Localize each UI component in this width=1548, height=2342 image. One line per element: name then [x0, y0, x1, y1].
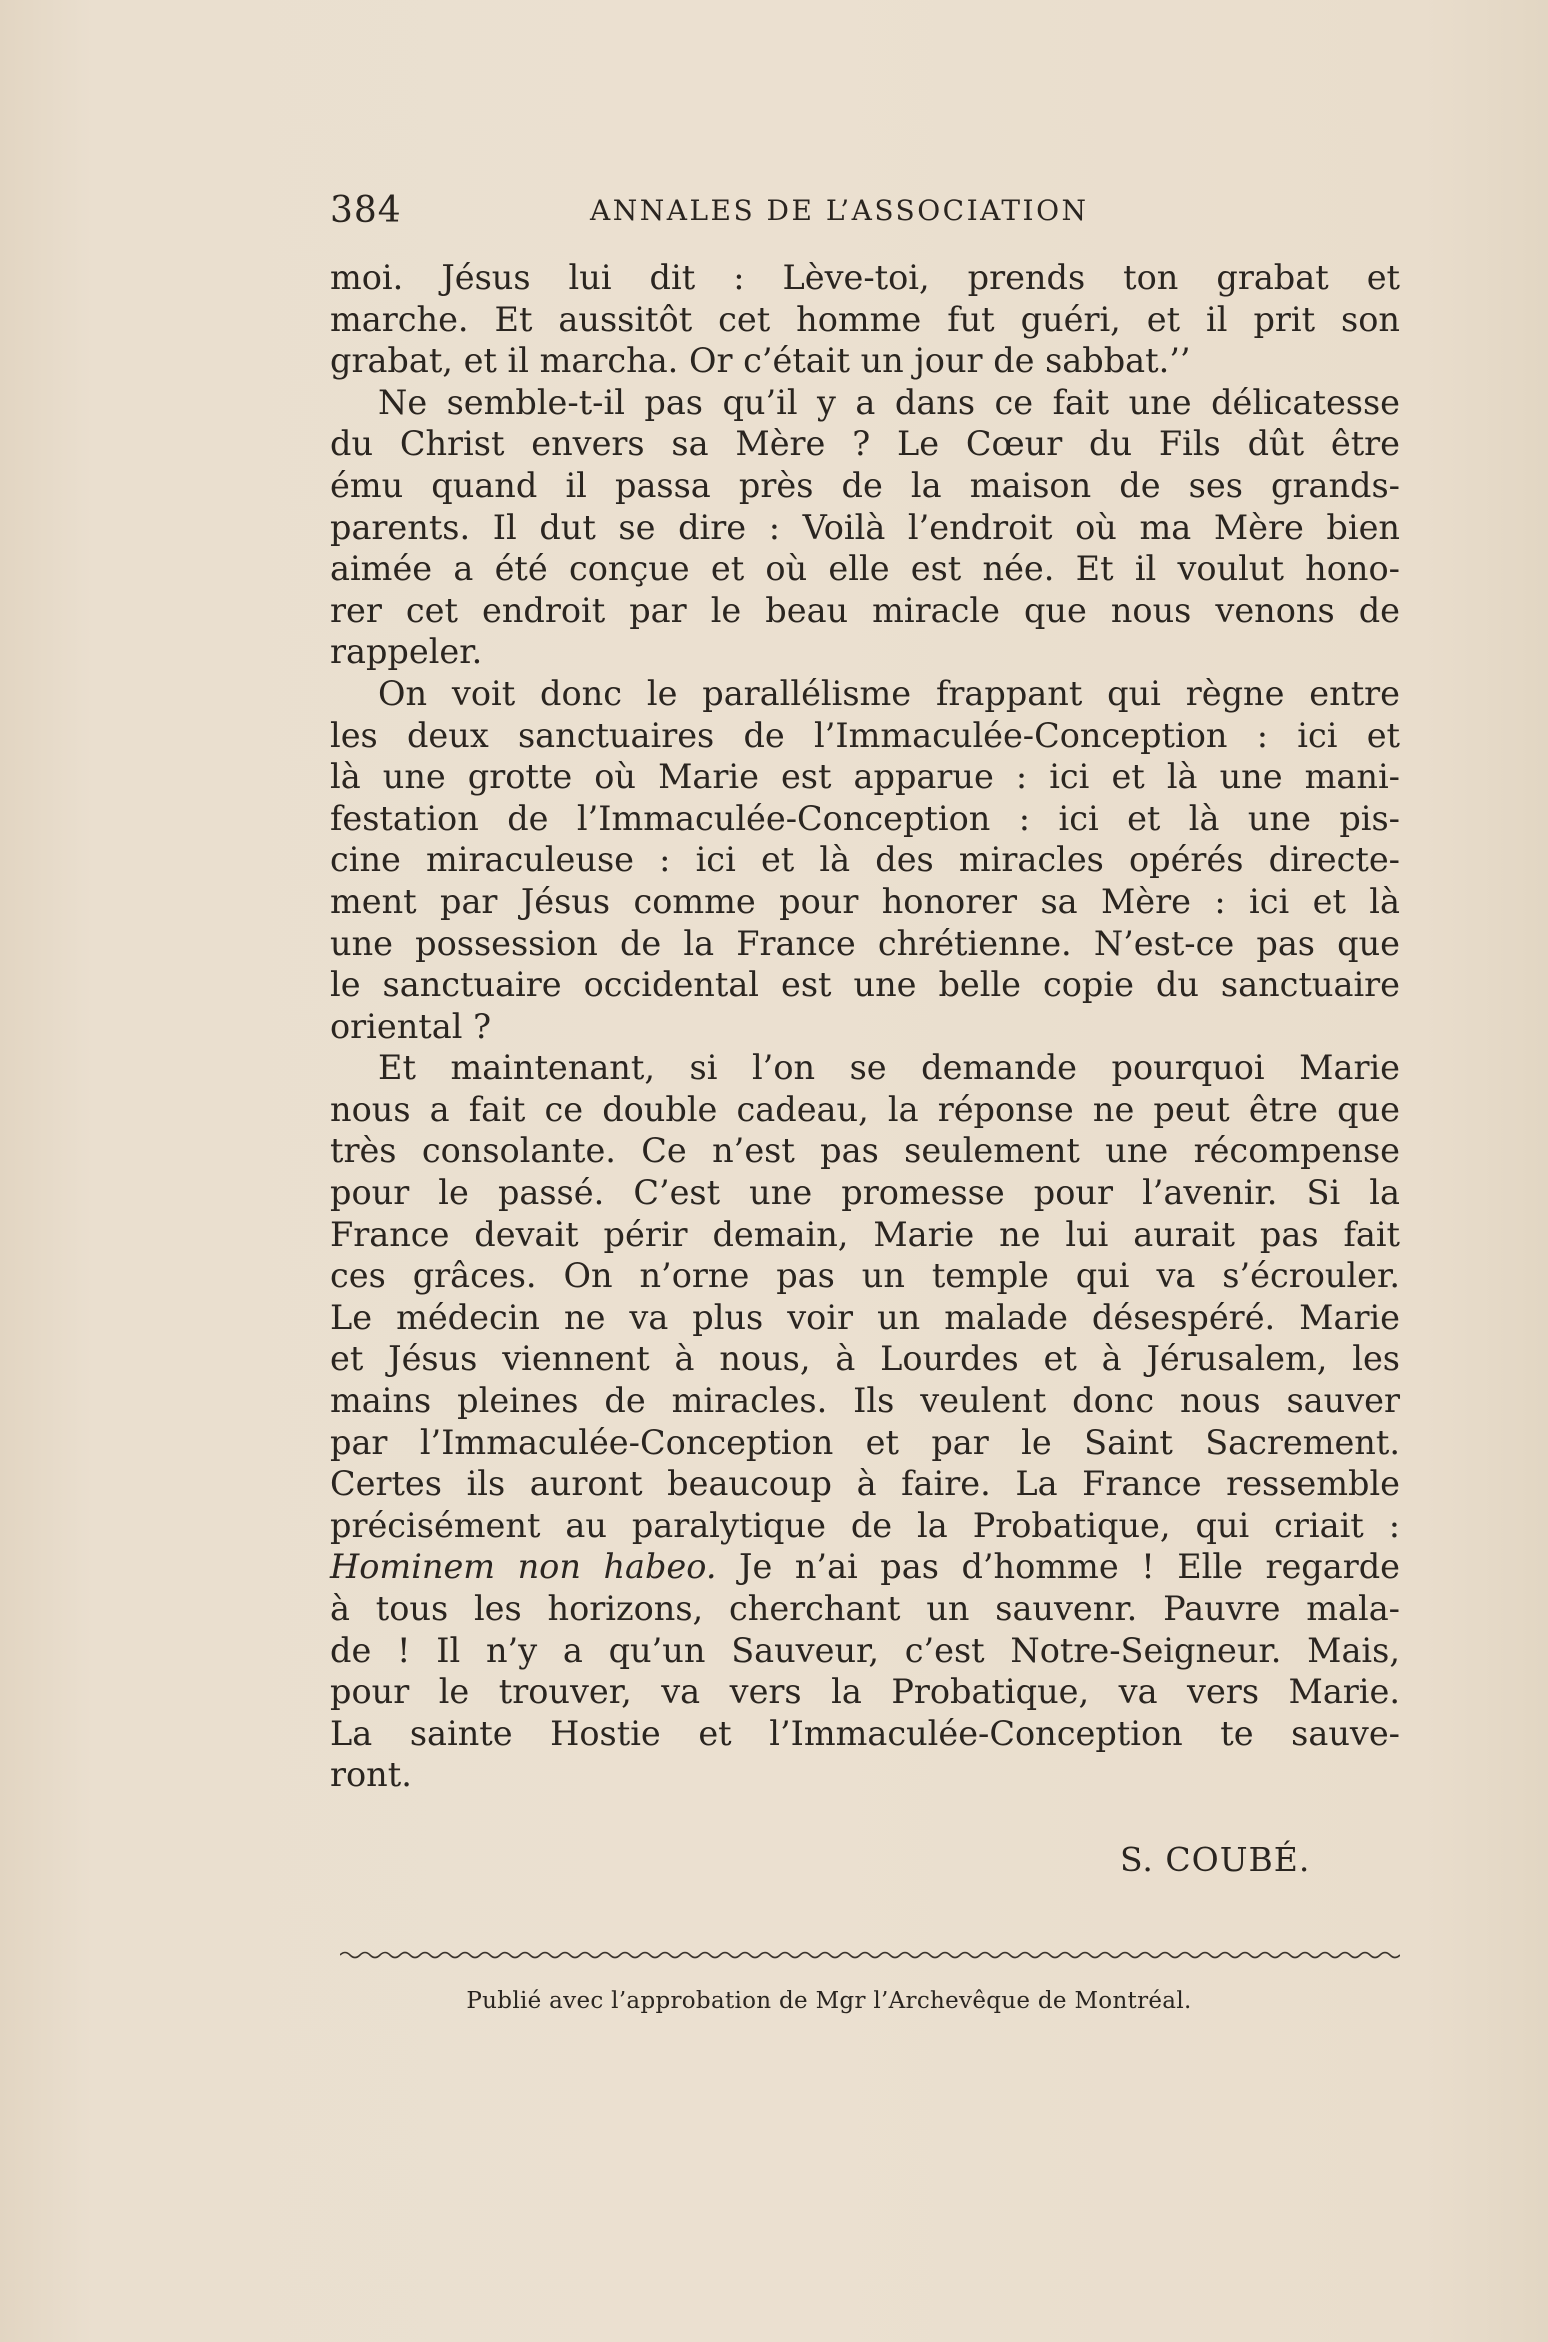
text-line: oriental ? [330, 1006, 492, 1046]
text-line: très consolante. Ce n’est pas seulement une récompense [330, 1131, 1400, 1171]
paragraph [330, 257, 1400, 382]
text-line: là une grotte où Marie est apparue : ici et là une mani- [330, 757, 1400, 797]
text-line: rappeler. [330, 632, 483, 672]
running-title: ANNALES DE L’ASSOCIATION [590, 194, 1089, 227]
paragraph [330, 1047, 1400, 1796]
text-line: par l’Immaculée-Conception et par le Saint Sacrement. [330, 1422, 1400, 1462]
text-line: France devait périr demain, Marie ne lui aurait pas fait [330, 1214, 1400, 1254]
paragraph [330, 382, 1400, 673]
imprimatur-note: Publié avec l’approbation de Mgr l’Archevêque de Montréal. [466, 1988, 1192, 2014]
body-text [330, 257, 1400, 1796]
text-line: grabat, et il marcha. Or c’était un jour de sabbat.’’ [330, 341, 1191, 381]
text-line: nous a fait ce double cadeau, la réponse ne peut être que [330, 1089, 1400, 1129]
page-number: 384 [330, 190, 402, 231]
text-line: mains pleines de miracles. Ils veulent donc nous sauver [330, 1381, 1400, 1421]
text-line: pour le trouver, va vers la Probatique, va vers Marie. [330, 1672, 1400, 1712]
text-line: à tous les horizons, cherchant un sauvenr. Pauvre mala- [330, 1589, 1400, 1628]
text-line: Le médecin ne va plus voir un malade désespéré. Marie [330, 1297, 1400, 1337]
text-line: moi. Jésus lui dit : Lève-toi, prends ton grabat et [330, 258, 1400, 297]
wavy-rule [340, 1948, 1400, 1962]
text-line: marche. Et aussitôt cet homme fut guéri, et il prit son [330, 299, 1400, 339]
text-line: ront. [330, 1755, 412, 1795]
text-line: parents. Il dut se dire : Voilà l’endroit où ma Mère bien [330, 507, 1400, 547]
paragraph [330, 673, 1400, 1047]
text-line: Et maintenant, si l’on se demande pourquoi Marie [378, 1048, 1400, 1088]
text-line: pour le passé. C’est une promesse pour l’avenir. Si la [330, 1173, 1400, 1213]
text-line: de ! Il n’y a qu’un Sauveur, c’est Notre-Seigneur. Mais, [330, 1630, 1400, 1670]
text-line: ment par Jésus comme pour honorer sa Mère : ici et là [330, 881, 1400, 921]
text-line: festation de l’Immaculée-Conception : ici et là une pis- [330, 798, 1400, 838]
text-line: le sanctuaire occidental est une belle copie du sanctuaire [330, 965, 1400, 1005]
text-line: ému quand il passa près de la maison de ses grands- [330, 465, 1400, 505]
text-line: La sainte Hostie et l’Immaculée-Conception te sauve- [330, 1713, 1400, 1753]
text-line: du Christ envers sa Mère ? Le Cœur du Fils dût être [330, 424, 1400, 464]
text-line: rer cet endroit par le beau miracle que nous venons de [330, 590, 1400, 630]
text-line: une possession de la France chrétienne. N’est-ce pas que [330, 923, 1400, 963]
text-line: Certes ils auront beaucoup à faire. La France ressemble [330, 1464, 1400, 1504]
text-line: les deux sanctuaires de l’Immaculée-Conception : ici et [330, 715, 1400, 755]
text-line: et Jésus viennent à nous, à Lourdes et à Jérusalem, les [330, 1339, 1400, 1379]
text-line: aimée a été conçue et où elle est née. Et il voulut hono- [330, 549, 1400, 589]
text-line: On voit donc le parallélisme frappant qui règne entre [378, 673, 1400, 713]
text-line: Ne semble-t-il pas qu’il y a dans ce fait une délicatesse [378, 382, 1400, 422]
text-line-with-latin: Hominem non habeo. Je n’ai pas d’homme ! Elle regarde [330, 1547, 1400, 1587]
author-signature: S. COUBÉ. [1120, 1840, 1311, 1879]
text-line: précisément au paralytique de la Probatique, qui criait : [330, 1505, 1400, 1545]
text-line: ces grâces. On n’orne pas un temple qui va s’écrouler. [330, 1256, 1400, 1296]
text-line: cine miraculeuse : ici et là des miracles opérés directe- [330, 840, 1400, 880]
